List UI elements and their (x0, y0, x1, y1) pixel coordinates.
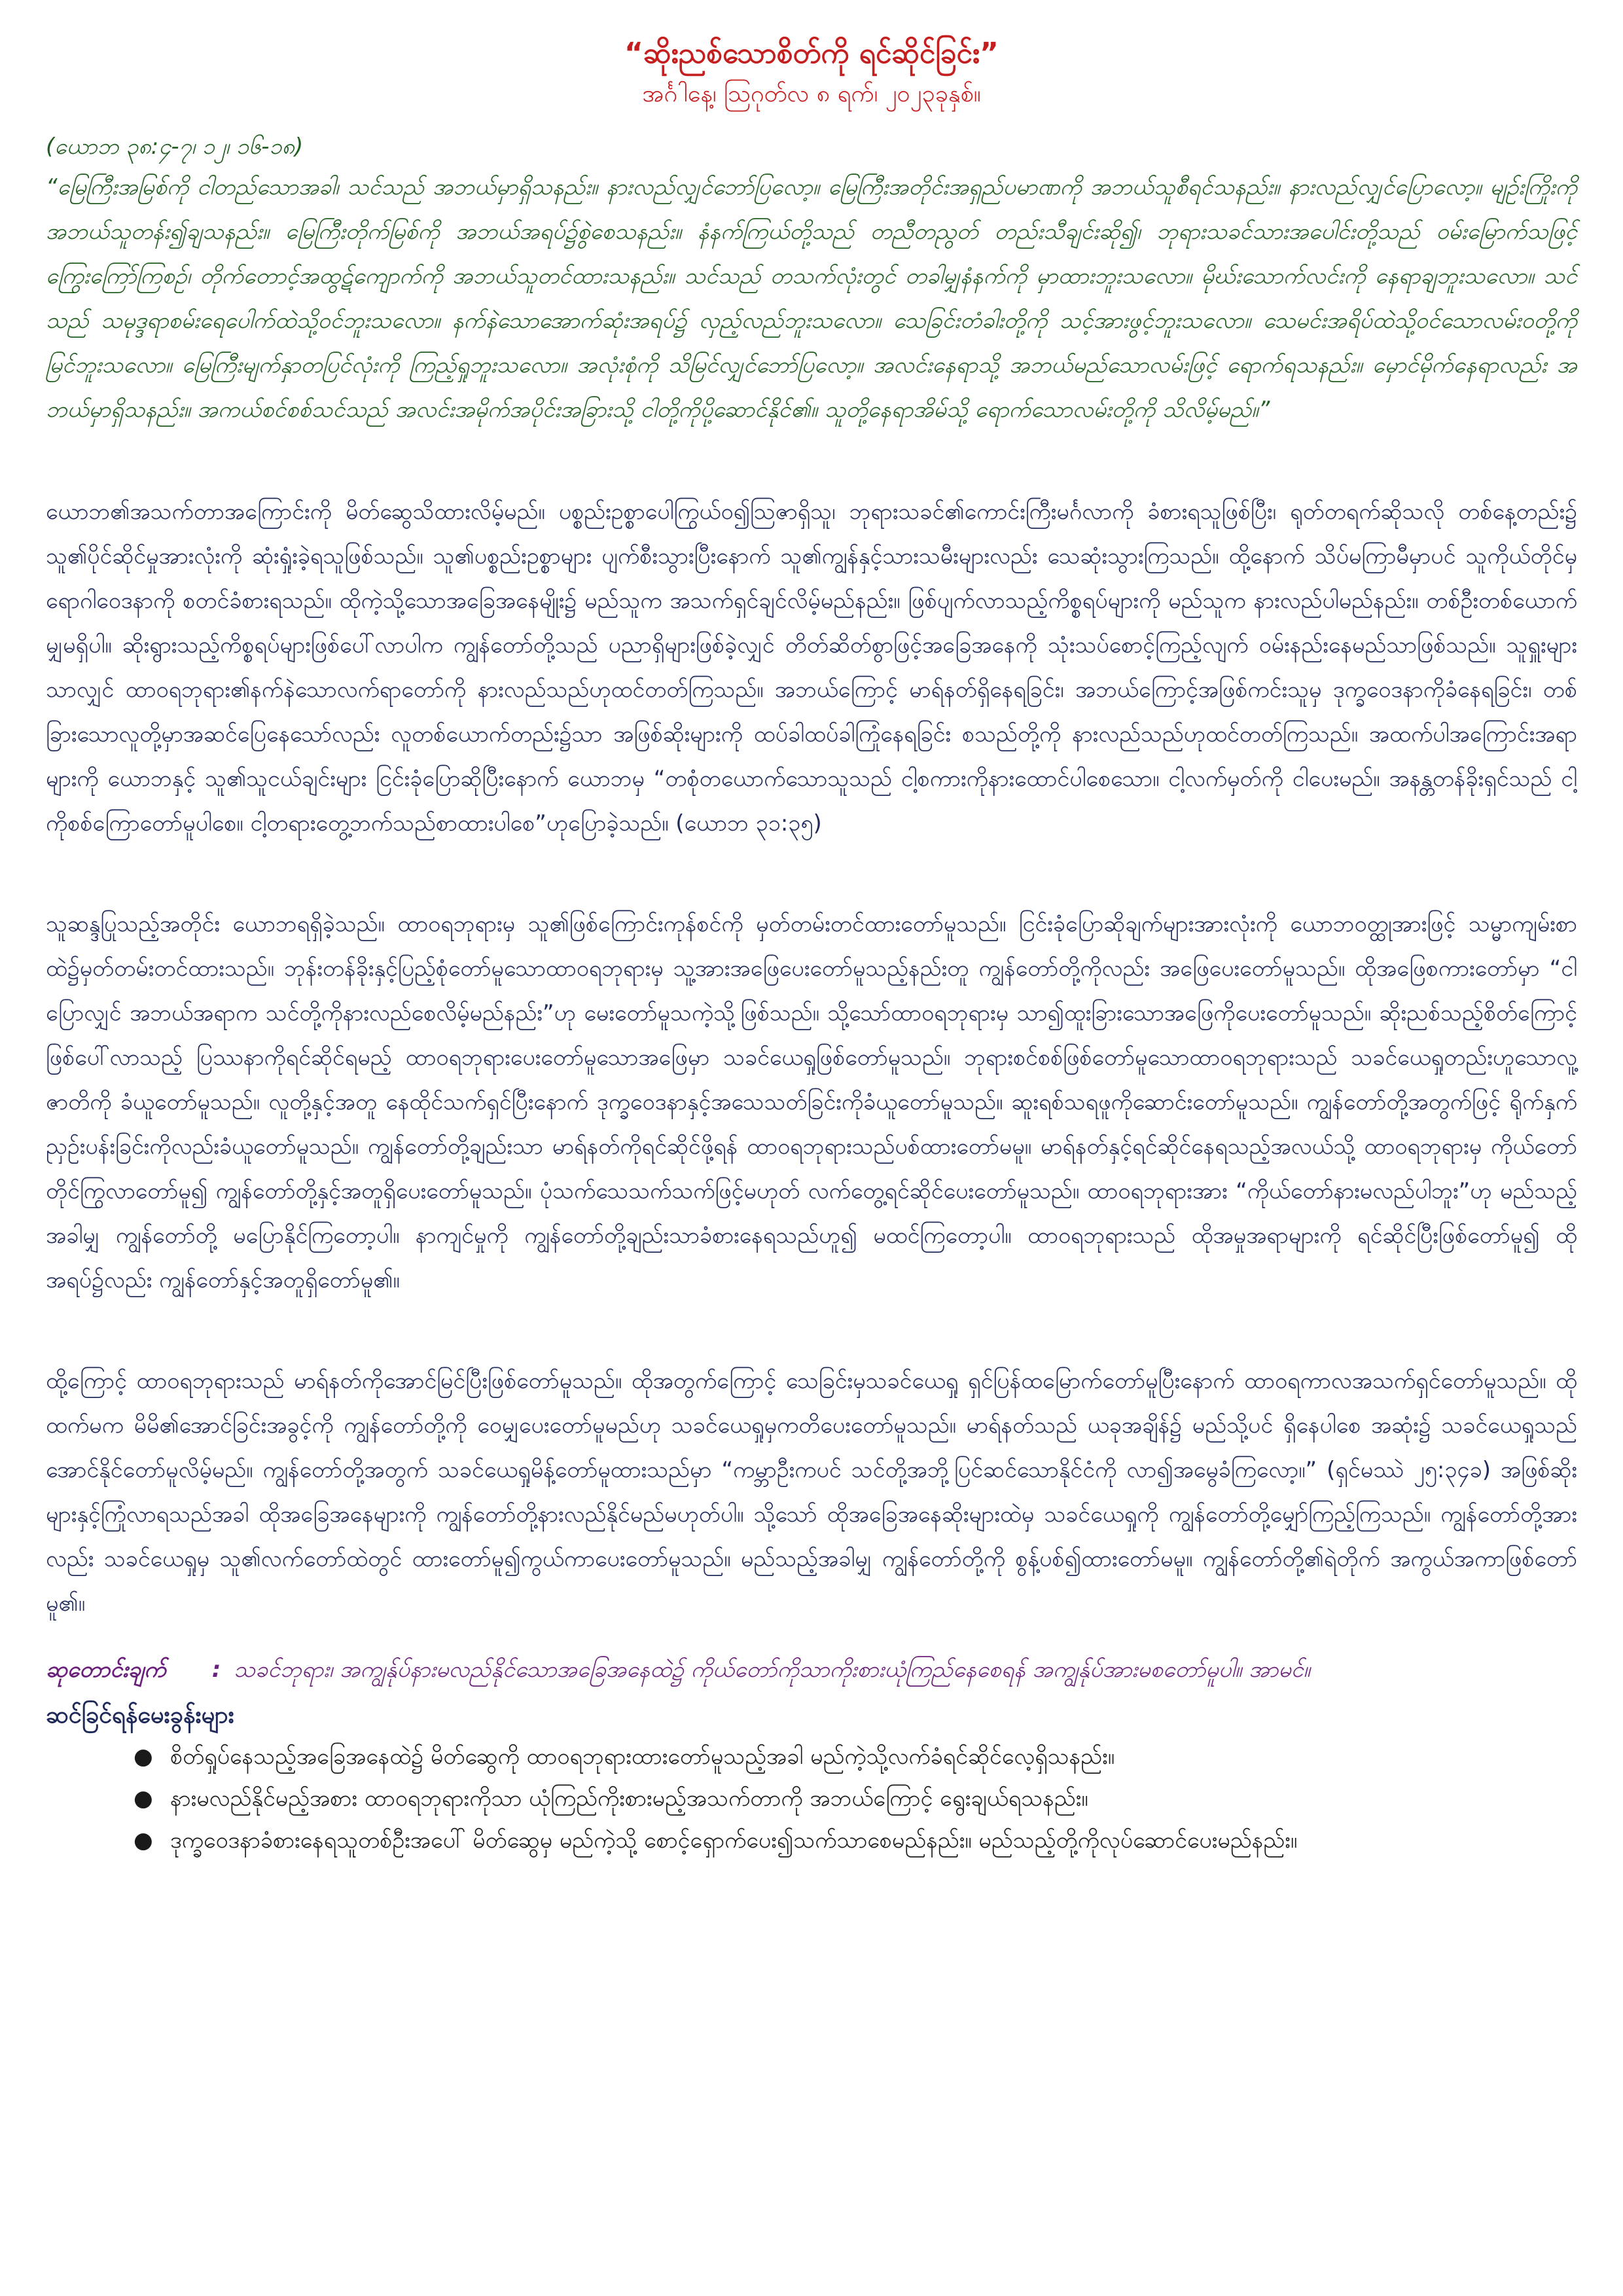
prayer-separator: : (211, 1657, 221, 1683)
question-text: ဒုက္ခဝေဒနာခံစားနေရသူတစ်ဦးအပေါ် မိတ်ဆွေမှ မည်ကဲ့သို့ စောင့်ရှောက်ပေး၍သက်သာစေမည်နည်း။ မည်သည့်တို့ကိုလုပ်ဆောင်ပေးမည်နည်း။ (170, 1827, 1298, 1854)
list-item (134, 1820, 1577, 1861)
bullet-icon: ● (134, 1827, 153, 1854)
body-paragraph-2: သူဆန္ဒပြုသည့်အတိုင်း ယောဘရရှိခဲ့သည်။ ထာဝရဘုရားမှ သူ၏ဖြစ်ကြောင်းကုန်စင်ကို မှတ်တမ်းတင်ထားတော်မူသည်။ ငြင်းခုံပြောဆိုချက်များအားလုံးကို ယောဘဝတ္ထုအားဖြင့် သမ္မာကျမ်းစာထဲ၌မှတ်တမ်းတင်ထားသည်။ ဘုန်းတန်ခိုးနှင့်ပြည့်စုံတော်မူသောထာဝရဘုရားမှ သူ့အားအဖြေပေးတော်မူသည့်နည်းတူ ကျွန်တော်တို့ကိုလည်း အဖြေပေးတော်မူသည်။ ထိုအဖြေစကားတော်မှာ “ငါပြောလျှင် အဘယ်အရာက သင်တို့ကိုနားလည်စေလိမ့်မည်နည်း”ဟု မေးတော်မူသကဲ့သို့ဖြစ်သည်။ သို့သော်ထာဝရဘုရားမှ သာ၍ထူးခြားသောအဖြေကိုပေးတော်မူသည်။ ဆိုးညစ်သည့်စိတ်ကြောင့်ဖြစ်ပေါ်လာသည့် ပြဿနာကိုရင်ဆိုင်ရမည့် ထာဝရဘုရားပေးတော်မူသောအဖြေမှာ သခင်ယေရှုဖြစ်တော်မူသည်။ ဘုရားစင်စစ်ဖြစ်တော်မူသောထာဝရဘုရားသည် သခင်ယေရှုတည်းဟူသောလူ့ဇာတိကို ခံယူတော်မူသည်။ လူတို့နှင့်အတူ နေထိုင်သက်ရှင်ပြီးနောက် ဒုက္ခဝေဒနာနှင့်အသေသတ်ခြင်းကိုခံယူတော်မူသည်။ ဆူးရစ်သရဖူကိုဆောင်းတော်မူသည်။ ကျွန်တော်တို့အတွက်ဖြင့် ရိုက်နှက်ညှဉ်းပန်းခြင်းကိုလည်းခံယူတော်မူသည်။ ကျွန်တော်တို့ချည်းသာ မာရ်နတ်ကိုရင်ဆိုင်ဖို့ရန် ထာဝရဘုရားသည်ပစ်ထားတော်မမူ။ မာရ်နတ်နှင့်ရင်ဆိုင်နေရသည့်အလယ်သို့ ထာဝရဘုရားမှ ကိုယ်တော်တိုင်ကြွလာတော်မူ၍ ကျွန်တော်တို့နှင့်အတူရှိပေးတော်မူသည်။ ပုံသက်သေသက်သက်ဖြင့်မဟုတ် လက်တွေ့ရင်ဆိုင်ပေးတော်မူသည်။ ထာဝရဘုရားအား “ကိုယ်တော်နားမလည်ပါဘူး”ဟု မည်သည့်အခါမျှ ကျွန်တော်တို့ မပြောနိုင်ကြတော့ပါ။ နာကျင်မှုကို ကျွန်တော်တို့ချည်းသာခံစားနေရသည်ဟူ၍ မထင်ကြတော့ပါ။ ထာဝရဘုရားသည် ထိုအမှုအရာများကို ရင်ဆိုင်ပြီးဖြစ်တော်မူ၍ ထိုအရပ်၌လည်း ကျွန်တော်နှင့်အတူရှိတော်မူ၏။ (46, 911, 1577, 1293)
body-paragraph-1: ယောဘ၏အသက်တာအကြောင်းကို မိတ်ဆွေသိထားလိမ့်မည်။ ပစ္စည်းဥစ္စာပေါကြွယ်ဝ၍သြဇာရှိသူ၊ ဘုရားသခင်၏ကောင်းကြီးမင်္ဂလာကို ခံစားရသူဖြစ်ပြီး၊ ရုတ်တရက်ဆိုသလို တစ်နေ့တည်း၌ သူ၏ပိုင်ဆိုင်မှုအားလုံးကို ဆုံးရှုံးခဲ့ရသူဖြစ်သည်။ သူ၏ပစ္စည်းဥစ္စာများ ပျက်စီးသွားပြီးနောက် သူ၏ကျွန်နှင့်သားသမီးများလည်း သေဆုံးသွားကြသည်။ ထို့နောက် သိပ်မကြာမီမှာပင် သူကိုယ်တိုင်မှ ရောဂါဝေဒနာကို စတင်ခံစားရသည်။ ထိုကဲ့သို့သောအခြေအနေမျိုး၌ မည်သူက အသက်ရှင်ချင်လိမ့်မည်နည်း။ ဖြစ်ပျက်လာသည့်ကိစ္စရပ်များကို မည်သူက နားလည်ပါမည်နည်း။ တစ်ဦးတစ်ယောက်မျှမရှိပါ။ ဆိုးရွားသည့်ကိစ္စရပ်များဖြစ်ပေါ်လာပါက ကျွန်တော်တို့သည် ပညာရှိများဖြစ်ခဲ့လျှင် တိတ်ဆိတ်စွာဖြင့်အခြေအနေကို သုံးသပ်စောင့်ကြည့်လျက် ဝမ်းနည်းနေမည်သာဖြစ်သည်။ သူရှူးများသာလျှင် ထာဝရဘုရား၏နက်နဲသောလက်ရာတော်ကို နားလည်သည်ဟုထင်တတ်ကြသည်။ အဘယ်ကြောင့် မာရ်နတ်ရှိနေရခြင်း၊ အဘယ်ကြောင့်အဖြစ်ကင်းသူမှ ဒုက္ခဝေဒနာကိုခံနေရခြင်း၊ တစ်ခြားသောလူတို့မှာအဆင်ပြေနေသော်လည်း လူတစ်ယောက်တည်း၌သာ အဖြစ်ဆိုးများကို ထပ်ခါထပ်ခါကြုံနေရခြင်း စသည်တို့ကို နားလည်သည်ဟုထင်တတ်ကြသည်။ အထက်ပါအကြောင်းအရာများကို ယောဘနှင့် သူ၏သူငယ်ချင်းများ ငြင်းခုံပြောဆိုပြီးနောက် ယောဘမှ “တစုံတယောက်သောသူသည် ငါ့စကားကိုနားထောင်ပါစေသော။ ငါ့လက်မှတ်ကို ငါပေးမည်။ အနန္တတန်ခိုးရှင်သည် ငါ့ကိုစစ်ကြောတော်မူပါစေ။ ငါ့တရားတွေ့ဘက်သည်စာထားပါစေ”ဟုပြောခဲ့သည်။ (ယောဘ ၃၁:၃၅) (46, 499, 1577, 836)
prayer-label: ဆုတောင်းချက် (46, 1657, 166, 1683)
page-title: “ဆိုးညစ်သောစိတ်ကို ရင်ဆိုင်ခြင်း” (624, 37, 999, 70)
date-line: အင်္ဂါနေ့၊ ဩဂုတ်လ ၈ ရက်၊ ၂၀၂၃ခုနှစ်။ (642, 81, 981, 107)
prayer-block (46, 1649, 1577, 1690)
bullet-icon: ● (134, 1744, 153, 1770)
scripture-reference: (ယောဘ ၃၈:၄-၇၊ ၁၂၊ ၁၆-၁၈) (46, 134, 304, 160)
list-item (134, 1736, 1577, 1778)
question-text: စိတ်ရှုပ်နေသည့်အခြေအနေထဲ၌ မိတ်ဆွေကို ထာဝရဘုရားထားတော်မူသည့်အခါ မည်ကဲ့သို့လက်ခံရင်ဆိုင်လေ့ရှိသနည်း။ (170, 1744, 1115, 1770)
list-item (134, 1778, 1577, 1820)
questions-list (46, 1736, 1577, 1861)
scripture-quote: “မြေကြီးအမြစ်ကို ငါတည်သောအခါ၊ သင်သည် အဘယ်မှာရှိသနည်း။ နားလည်လျှင်ဘော်ပြလော့။ မြေကြီးအတိုင်းအရှည်ပမာဏကို အဘယ်သူစီရင်သနည်း။ နားလည်လျှင်ပြောလော့။ မျဉ်းကြိုးကို အဘယ်သူတန်း၍ချသနည်း။ မြေကြီးတိုက်မြစ်ကို အဘယ်အရပ်၌စွဲစေသနည်း။ နံနက်ကြယ်တို့သည် တညီတညွတ် တည်းသီချင်းဆို၍၊ ဘုရားသခင်သားအပေါင်းတို့သည် ဝမ်းမြောက်သဖြင့် ကြွေးကြော်ကြစဉ်၊ တိုက်တောင့်အထွဋ်ကျောက်ကို အဘယ်သူတင်ထားသနည်း။ သင်သည် တသက်လုံးတွင် တခါမျှနံနက်ကို မှာထားဘူးသလော။ မိုဃ်းသောက်လင်းကို နေရာချဘူးသလော။ သင်သည် သမုဒ္ဒရာစမ်းရေပေါက်ထဲသို့ဝင်ဘူးသလော။ နက်နဲသောအောက်ဆုံးအရပ်၌ လှည့်လည်ဘူးသလော။ သေခြင်းတံခါးတို့ကို သင့်အားဖွင့်ဘူးသလော။ သေမင်းအရိပ်ထဲသို့ဝင်သောလမ်းဝတို့ကို မြင်ဘူးသလော။ မြေကြီးမျက်နှာတပြင်လုံးကို ကြည့်ရှုဘူးသလော။ အလုံးစုံကို သိမြင်လျှင်ဘော်ပြလော့။ အလင်းနေရာသို့ အဘယ်မည်သောလမ်းဖြင့် ရောက်ရသနည်း။ မှောင်မိုက်နေရာလည်း အဘယ်မှာရှိသနည်း။ အကယ်စင်စစ်သင်သည် အလင်းအမိုက်အပိုင်းအခြားသို့ ငါတို့ကိုပို့ဆောင်နိုင်၏။ သူတို့နေရာအိမ်သို့ ရောက်သောလမ်းတို့ကို သိလိမ့်မည်။” (46, 174, 1577, 423)
prayer-text: သခင်ဘုရား၊ အကျွန်ုပ်နားမလည်နိုင်သောအခြေအနေထဲ၌ ကိုယ်တော်ကိုသာကိုးစားယုံကြည်နေစေရန် အကျွန်ုပ်အားမစတော်မူပါ။ အာမင်။ (234, 1657, 1311, 1683)
body-paragraph-3: ထို့ကြောင့် ထာဝရဘုရားသည် မာရ်နတ်ကိုအောင်မြင်ပြီးဖြစ်တော်မူသည်။ ထိုအတွက်ကြောင့် သေခြင်းမှသခင်ယေရှု ရှင်ပြန်ထမြောက်တော်မူပြီးနောက် ထာဝရကာလအသက်ရှင်တော်မူသည်။ ထိုထက်မက မိမိ၏အောင်ခြင်းအခွင့်ကို ကျွန်တော်တို့ကို ဝေမျှပေးတော်မူမည်ဟု သခင်ယေရှုမှကတိပေးတော်မူသည်။ မာရ်နတ်သည် ယခုအချိန်၌ မည်သို့ပင် ရှိနေပါစေ အဆုံး၌ သခင်ယေရှုသည် အောင်နိုင်တော်မူလိမ့်မည်။ ကျွန်တော်တို့အတွက် သခင်ယေရှုမိန့်တော်မူထားသည်မှာ “ကမ္ဘာဦးကပင် သင်တို့အဘို့ပြင်ဆင်သောနိုင်ငံကို လာ၍အမွေခံကြလော့။” (ရှင်မဿဲ ၂၅:၃၄ခ) အဖြစ်ဆိုးများနှင့်ကြုံလာရသည်အခါ ထိုအခြေအနေများကို ကျွန်တော်တို့နားလည်နိုင်မည်မဟုတ်ပါ။ သို့သော် ထိုအခြေအနေဆိုးများထဲမှ သခင်ယေရှုကို ကျွန်တော်တို့မျှော်ကြည့်ကြသည်။ ကျွန်တော်တို့အားလည်း သခင်ယေရှုမှ သူ၏လက်တော်ထဲတွင် ထားတော်မူ၍ကွယ်ကာပေးတော်မူသည်။ မည်သည့်အခါမျှ ကျွန်တော်တို့ကို စွန့်ပစ်၍ထားတော်မမူ။ ကျွန်တော်တို့၏ရဲတိုက် အကွယ်အကာဖြစ်တော်မူ၏။ (46, 1368, 1577, 1617)
question-text: နားမလည်နိုင်မည့်အစား ထာဝရဘုရားကိုသာ ယုံကြည်ကိုးစားမည့်အသက်တာကို အဘယ်ကြောင့် ရွေးချယ်ရသနည်း။ (170, 1785, 1088, 1812)
bullet-icon: ● (134, 1785, 153, 1812)
questions-heading: ဆင်ခြင်ရန်မေးခွန်းများ (46, 1702, 234, 1729)
